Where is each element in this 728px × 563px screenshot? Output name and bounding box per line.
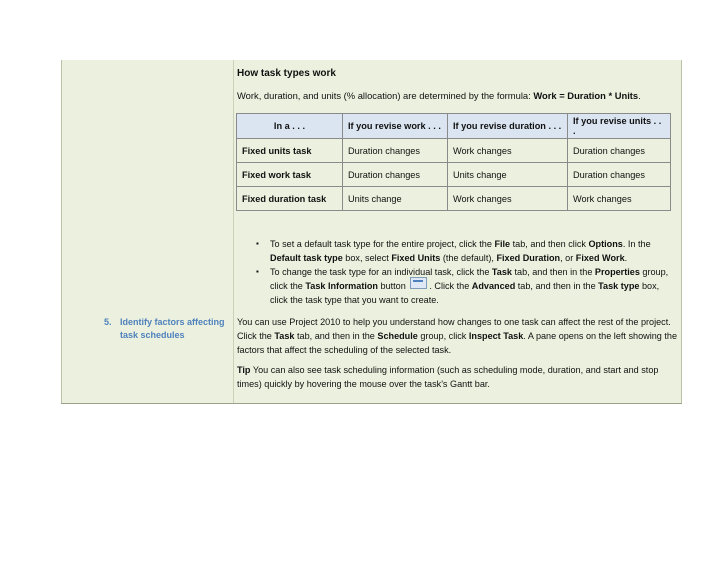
text: box, click the task type that you want to create. [270, 281, 660, 305]
table-header-cell: If you revise duration . . . [448, 114, 568, 139]
table-row-head: Fixed duration task [237, 187, 343, 211]
table-cell: Units change [343, 187, 448, 211]
task-information-icon [410, 277, 427, 289]
keyword: Options [588, 239, 623, 249]
text: tab, and then in the [511, 267, 595, 277]
list-item [254, 265, 678, 307]
task-types-table [236, 113, 671, 211]
table-header-cell: In a . . . [237, 114, 343, 139]
text: tab, and then in the [294, 331, 378, 341]
table-cell: Work changes [448, 187, 568, 211]
formula-end: . [638, 90, 641, 101]
table-cell: Work changes [448, 139, 568, 163]
text: You can use Project 2010 to help you understand how changes to one task can affect the rest of the project. Click the [237, 317, 671, 341]
text: group, click [417, 331, 469, 341]
text: . [624, 253, 628, 263]
section-heading: How task types work [237, 68, 336, 79]
keyword: Fixed Work [575, 253, 625, 263]
table-row [237, 187, 671, 211]
keyword: Schedule [377, 331, 418, 341]
table-cell: Duration changes [568, 139, 671, 163]
table-header-row [237, 114, 671, 139]
keyword: File [494, 239, 511, 249]
keyword: Properties [594, 267, 640, 277]
text: , or [560, 253, 576, 263]
text: To set a default task type for the entire project, click the [270, 239, 495, 249]
list-item [254, 237, 678, 265]
bullet-list [254, 237, 678, 307]
step-description [237, 315, 677, 357]
table-row [237, 163, 671, 187]
panel-bottom-border [61, 403, 682, 404]
text: (the default), [440, 253, 497, 263]
keyword: Task type [598, 281, 640, 291]
formula-text: Work, duration, and units (% allocation) are determined by the formula: [237, 90, 534, 101]
text: . A pane opens on the left showing the factors that affect the scheduling of the selected task. [237, 331, 677, 355]
table-row-head: Fixed units task [237, 139, 343, 163]
table-cell: Duration changes [568, 163, 671, 187]
text: group, click the [270, 267, 669, 291]
formula-line [237, 90, 641, 101]
step-label [104, 316, 234, 342]
text: box, select [342, 253, 392, 263]
text: To change the task type for an individual task, click the [270, 267, 492, 277]
table-cell: Duration changes [343, 163, 448, 187]
keyword: Fixed Units [391, 253, 441, 263]
step-number: 5. [104, 317, 112, 327]
table-header-cell: If you revise units . . . [568, 114, 671, 139]
table-cell: Units change [448, 163, 568, 187]
tip-text: You can also see task scheduling information (such as scheduling mode, duration, and start and stop times) quickly by hovering the mouse over the task's Gantt bar. [237, 365, 659, 389]
tip-label: Tip [237, 365, 251, 375]
bullet-icon: ▪ [256, 267, 259, 276]
table-row [237, 139, 671, 163]
text: . In the [622, 239, 651, 249]
column-divider [233, 60, 234, 403]
bullet-icon: ▪ [256, 239, 259, 248]
keyword: Fixed Duration [496, 253, 561, 263]
text: button [377, 281, 409, 291]
keyword: Advanced [471, 281, 516, 291]
text: tab, and then in the [515, 281, 599, 291]
keyword: Task [491, 267, 512, 277]
keyword: Task [274, 331, 295, 341]
keyword: Default task type [270, 253, 343, 263]
text: tab, and then click [510, 239, 589, 249]
table-header-cell: If you revise work . . . [343, 114, 448, 139]
tip-note [237, 363, 677, 391]
formula-bold: Work = Duration * Units [533, 90, 639, 101]
table-row-head: Fixed work task [237, 163, 343, 187]
keyword: Task Information [305, 281, 378, 291]
text: . Click the [429, 281, 472, 291]
step-title: Identify factors affecting task schedules [120, 317, 225, 340]
keyword: Inspect Task [468, 331, 524, 341]
table-cell: Work changes [568, 187, 671, 211]
table-cell: Duration changes [343, 139, 448, 163]
